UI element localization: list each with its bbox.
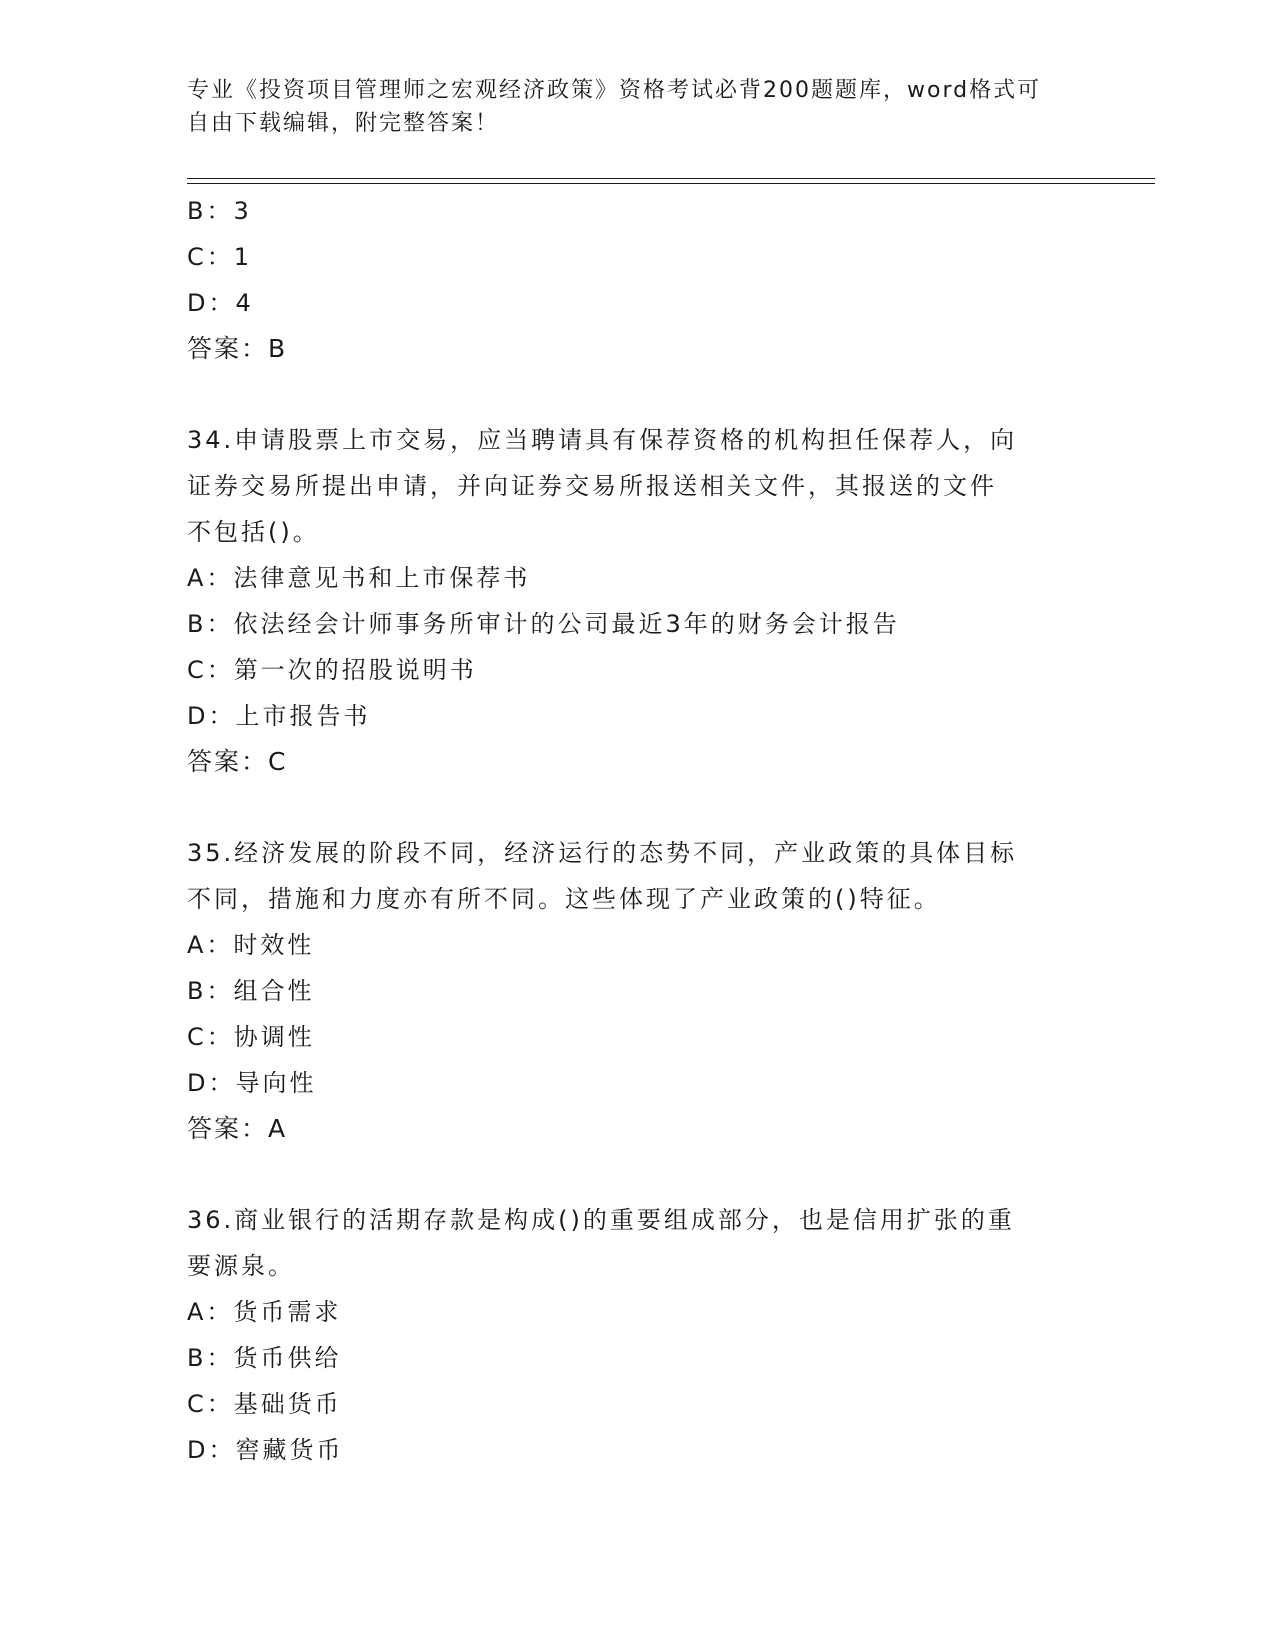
option-b: B：依法经会计师事务所审计的公司最近3年的财务会计报告 bbox=[187, 610, 900, 638]
option-a: A：法律意见书和上市保荐书 bbox=[187, 564, 531, 592]
option-c: C：1 bbox=[187, 243, 253, 271]
question-stem-line: 不包括()。 bbox=[187, 518, 320, 546]
document-body bbox=[187, 188, 1087, 1473]
document-header bbox=[187, 74, 1077, 140]
option-a: A：货币需求 bbox=[187, 1298, 342, 1326]
header-divider-bottom bbox=[187, 183, 1155, 184]
answer-line: 答案：B bbox=[187, 334, 288, 363]
header-divider-top bbox=[187, 178, 1155, 179]
option-c: C：第一次的招股说明书 bbox=[187, 656, 477, 684]
question-35 bbox=[187, 830, 1087, 1152]
question-stem-line: 要源泉。 bbox=[187, 1252, 295, 1280]
question-stem-line: 34.申请股票上市交易，应当聘请具有保荐资格的机构担任保荐人，向 bbox=[187, 426, 1018, 454]
option-b: B：组合性 bbox=[187, 977, 315, 1005]
option-d: D：导向性 bbox=[187, 1069, 317, 1097]
answer-line: 答案：A bbox=[187, 1114, 288, 1143]
question-stem-line: 36.商业银行的活期存款是构成()的重要组成部分，也是信用扩张的重 bbox=[187, 1206, 1015, 1234]
option-c: C：基础货币 bbox=[187, 1390, 342, 1418]
question-stem-line: 35.经济发展的阶段不同，经济运行的态势不同，产业政策的具体目标 bbox=[187, 839, 1018, 867]
option-d: D：上市报告书 bbox=[187, 702, 371, 730]
option-d: D：窖藏货币 bbox=[187, 1436, 344, 1464]
option-a: A：时效性 bbox=[187, 931, 315, 959]
answer-line: 答案：C bbox=[187, 747, 288, 776]
option-b: B：3 bbox=[187, 197, 252, 225]
question-36 bbox=[187, 1197, 1087, 1473]
question-34 bbox=[187, 417, 1087, 785]
option-d: D：4 bbox=[187, 289, 254, 317]
question-33-tail bbox=[187, 188, 1087, 372]
question-stem-line: 不同，措施和力度亦有所不同。这些体现了产业政策的()特征。 bbox=[187, 885, 941, 913]
option-c: C：协调性 bbox=[187, 1023, 315, 1051]
header-line-2: 自由下载编辑，附完整答案！ bbox=[187, 111, 500, 136]
question-stem-line: 证券交易所提出申请，并向证券交易所报送相关文件，其报送的文件 bbox=[187, 472, 997, 500]
header-line-1: 专业《投资项目管理师之宏观经济政策》资格考试必背200题题库，word格式可 bbox=[187, 78, 1042, 103]
option-b: B：货币供给 bbox=[187, 1344, 342, 1372]
